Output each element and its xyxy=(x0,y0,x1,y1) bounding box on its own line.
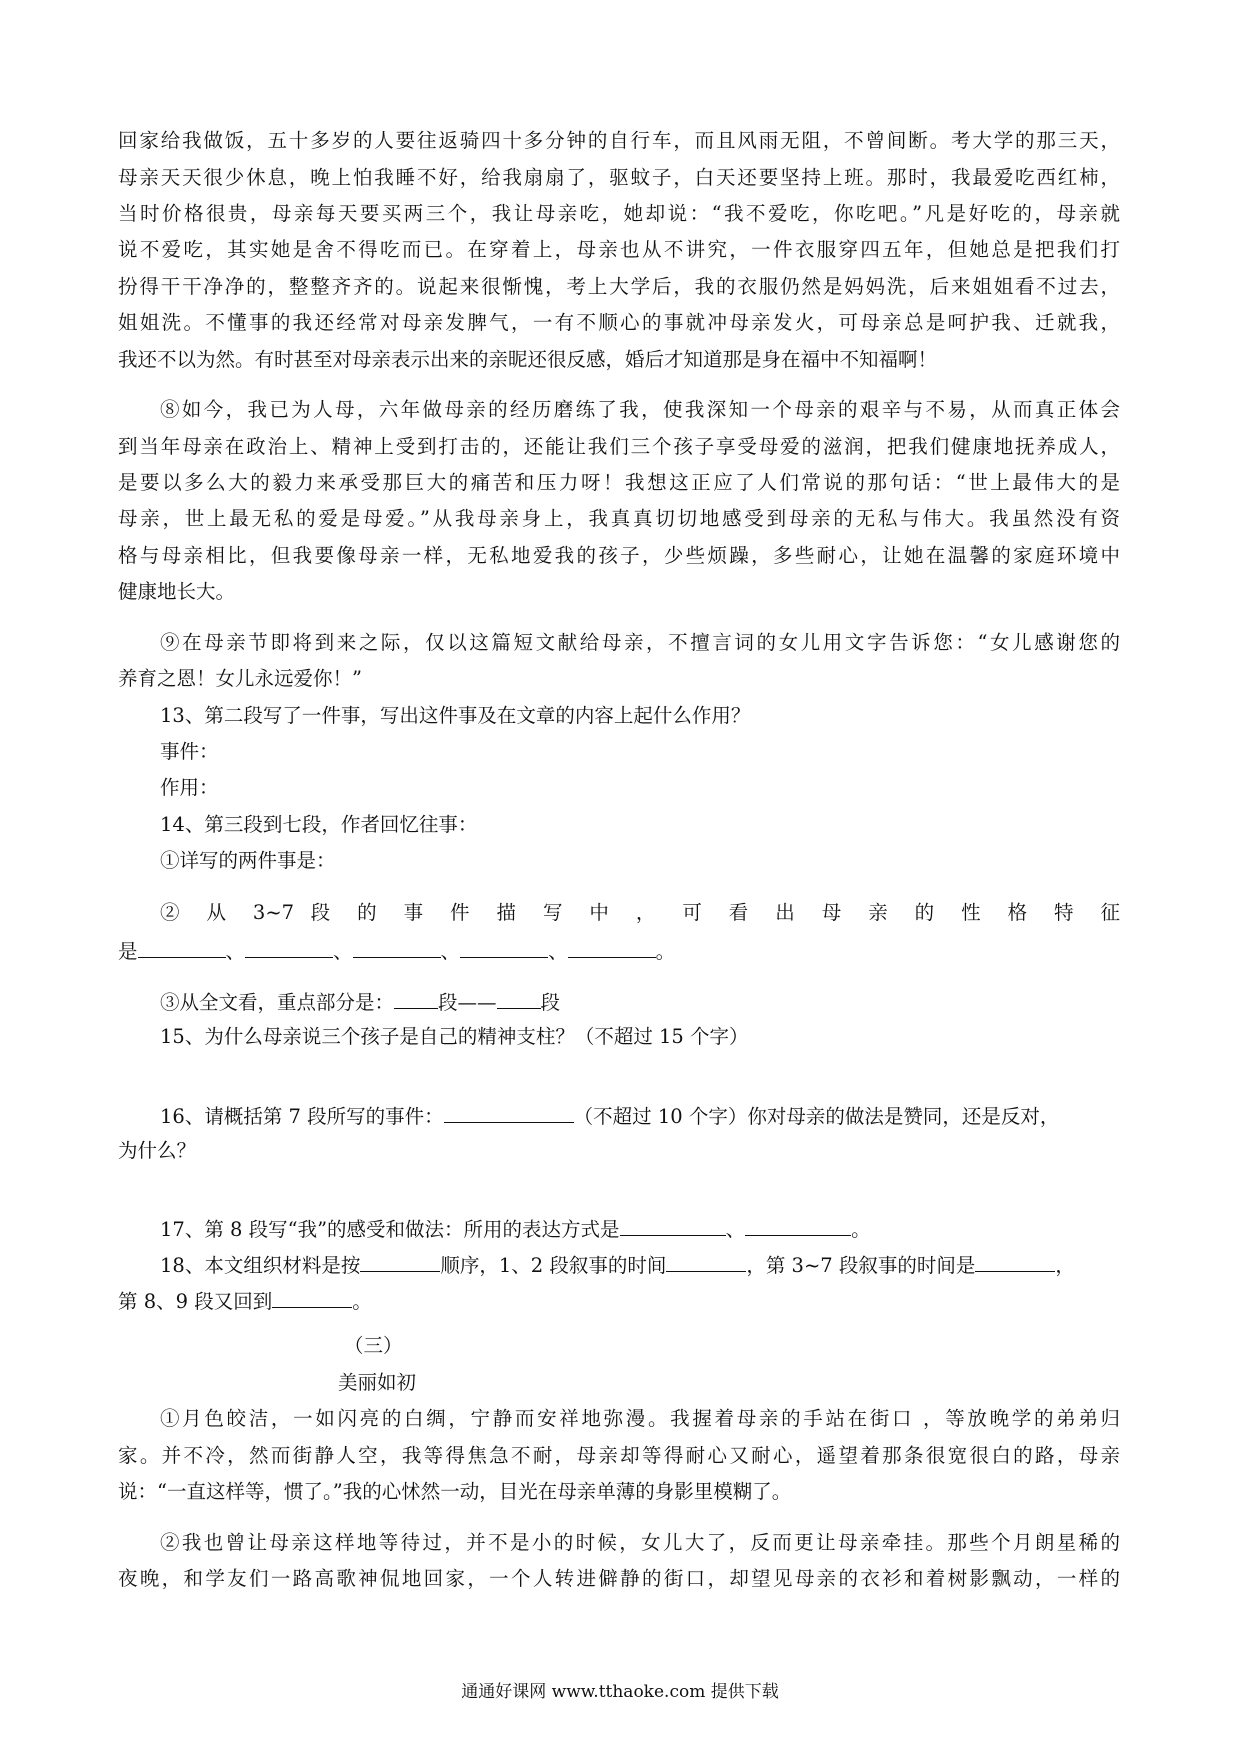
q13-event-label: 事件： xyxy=(160,740,219,763)
separator: 、 xyxy=(333,940,353,963)
paragraph-8-line: 是要以多么大的毅力来承受那巨大的痛苦和压力呀！我想这正应了人们常说的那句话：“世上最伟大的是 xyxy=(118,471,1120,494)
separator: 、 xyxy=(440,940,461,963)
q16-line2: 为什么？ xyxy=(118,1139,197,1162)
q18-part-2: 顺序，1、2 段叙事的时间 xyxy=(440,1254,667,1277)
trait-blank-5[interactable] xyxy=(568,937,656,958)
paragraph-7-line: 说不爱吃，其实她是舍不得吃而已。在穿着上，母亲也从不讲究，一件衣服穿四五年，但她总是把我们打 xyxy=(118,238,1120,261)
passage-3-line: ①月色皎洁，一如闪亮的白绸，宁静而安祥地弥漫。我握着母亲的手站在街口 ，等放晚学的弟弟归 xyxy=(160,1407,1120,1430)
paragraph-9-line: 养育之恩！女儿永远爱你！” xyxy=(118,667,362,690)
trait-blank-3[interactable] xyxy=(353,937,441,958)
q14-sub3 xyxy=(160,988,560,1016)
q18-line2-prefix: 第 8、9 段又回到 xyxy=(118,1290,273,1313)
paragraph-7-line: 回家给我做饭，五十多岁的人要往返骑四十多分钟的自行车，而且风雨无阻，不曾间断。考大学的那三天， xyxy=(118,129,1120,152)
passage-3-line: ②我也曾让母亲这样地等待过，并不是小的时候，女儿大了，反而更让母亲牵挂。那些个月朗星稀的 xyxy=(160,1531,1120,1554)
separator: 、 xyxy=(225,940,246,963)
q16-suffix: （不超过 10 个字）你对母亲的做法是赞同，还是反对， xyxy=(573,1105,1060,1128)
separator: 、 xyxy=(725,1218,746,1241)
paragraph-7-line: 扮得干干净净的，整整齐齐的。说起来很惭愧，考上大学后，我的衣服仍然是妈妈洗，后来姐姐看不过去， xyxy=(118,275,1120,298)
q17-prefix: 17、第 8 段写“我”的感受和做法：所用的表达方式是 xyxy=(160,1218,620,1241)
paragraph-7-line: 我还不以为然。有时甚至对母亲表示出来的亲昵还很反感，婚后才知道那是身在福中不知福啊！ xyxy=(118,348,938,371)
trait-blank-4[interactable] xyxy=(460,937,548,958)
paragraph-9-line: ⑨在母亲节即将到来之际，仅以这篇短文献给母亲，不擅言词的女儿用文字告诉您：“女儿感谢您的 xyxy=(160,631,1120,654)
q18-return-blank[interactable] xyxy=(272,1287,352,1308)
q18-time-2-blank[interactable] xyxy=(975,1251,1055,1272)
q14-sub2-line2 xyxy=(118,937,675,965)
question-15: 15、为什么母亲说三个孩子是自己的精神支柱？（不超过 15 个字） xyxy=(160,1025,749,1048)
paragraph-8-line: ⑧如今，我已为人母，六年做母亲的经历磨练了我，使我深知一个母亲的艰辛与不易，从而真正体会 xyxy=(160,398,1120,421)
q18-part-4: ， xyxy=(1055,1254,1075,1277)
q16-prefix: 16、请概括第 7 段所写的事件： xyxy=(160,1105,444,1128)
q14-sub2-line1: ② 从 3~7 段 的 事 件 描 写 中 ， 可 看 出 母 亲 的 性 格 特 征 xyxy=(160,901,1120,924)
section-title: 美丽如初 xyxy=(338,1371,417,1394)
q14-sub3-mid: 段—— xyxy=(438,991,497,1014)
paragraph-8-line: 母亲，世上最无私的爱是母爱。”从我母亲身上，我真真切切地感受到母亲的无私与伟大。我虽然没有资 xyxy=(118,507,1120,530)
q14-sub2-prefix: 是 xyxy=(118,940,138,963)
q18-order-blank[interactable] xyxy=(360,1251,440,1272)
separator: 、 xyxy=(548,940,568,963)
q16-event-blank[interactable] xyxy=(444,1102,574,1123)
passage-3-line: 说：“一直这样等，惯了。”我的心怵然一动，目光在母亲单薄的身影里模糊了。 xyxy=(118,1480,792,1503)
question-17 xyxy=(160,1215,871,1243)
q18-part-1: 18、本文组织材料是按 xyxy=(160,1254,361,1277)
question-14: 14、第三段到七段，作者回忆往事： xyxy=(160,813,478,836)
q13-role-label: 作用： xyxy=(160,776,219,799)
q14-sub3-end: 段 xyxy=(540,991,561,1014)
trait-blank-2[interactable] xyxy=(245,937,333,958)
q14-sub1: ①详写的两件事是： xyxy=(160,849,336,872)
paragraph-8-line: 健康地长大。 xyxy=(118,580,236,603)
question-13: 13、第二段写了一件事，写出这件事及在文章的内容上起什么作用？ xyxy=(160,704,751,727)
q17-blank-1[interactable] xyxy=(620,1215,726,1236)
q18-part-3: ，第 3~7 段叙事的时间是 xyxy=(746,1254,976,1277)
passage-3-line: 家。并不冷，然而街静人空，我等得焦急不耐，母亲却等得耐心又耐心，遥望着那条很宽很白的路，母亲 xyxy=(118,1444,1120,1467)
period: 。 xyxy=(851,1218,871,1241)
question-18 xyxy=(160,1251,1075,1279)
paragraph-7-line: 当时价格很贵，母亲每天要买两三个，我让母亲吃，她却说：“我不爱吃，你吃吧。”凡是好吃的，母亲就 xyxy=(118,202,1120,225)
paragraph-7-line: 母亲天天很少休息，晚上怕我睡不好，给我扇扇了，驱蚊子，白天还要坚持上班。那时，我最爱吃西红柿， xyxy=(118,166,1120,189)
key-part-start-blank[interactable] xyxy=(394,988,438,1009)
paragraph-7-line: 姐姐洗。不懂事的我还经常对母亲发脾气，一有不顺心的事就冲母亲发火，可母亲总是呵护我、迁就我， xyxy=(118,311,1120,334)
q18-line2 xyxy=(118,1287,372,1315)
trait-blank-1[interactable] xyxy=(138,937,226,958)
question-16 xyxy=(160,1102,1059,1130)
q18-time-1-blank[interactable] xyxy=(666,1251,746,1272)
paragraph-8-line: 格与母亲相比，但我要像母亲一样，无私地爱我的孩子，少些烦躁，多些耐心，让她在温馨的家庭环境中 xyxy=(118,544,1120,567)
period: 。 xyxy=(655,940,676,963)
period: 。 xyxy=(352,1290,372,1313)
q14-sub3-prefix: ③从全文看，重点部分是： xyxy=(160,991,395,1014)
section-number: （三） xyxy=(344,1334,403,1357)
passage-3-line: 夜晚，和学友们一路高歌神侃地回家，一个人转进僻静的街口，却望见母亲的衣衫和着树影飘动，一样的 xyxy=(118,1567,1120,1590)
footer-source: 通通好课网 www.tthaoke.com 提供下载 xyxy=(461,1682,779,1702)
key-part-end-blank[interactable] xyxy=(497,988,541,1009)
paragraph-8-line: 到当年母亲在政治上、精神上受到打击的，还能让我们三个孩子享受母爱的滋润，把我们健康地抚养成人， xyxy=(118,435,1120,458)
q17-blank-2[interactable] xyxy=(745,1215,851,1236)
